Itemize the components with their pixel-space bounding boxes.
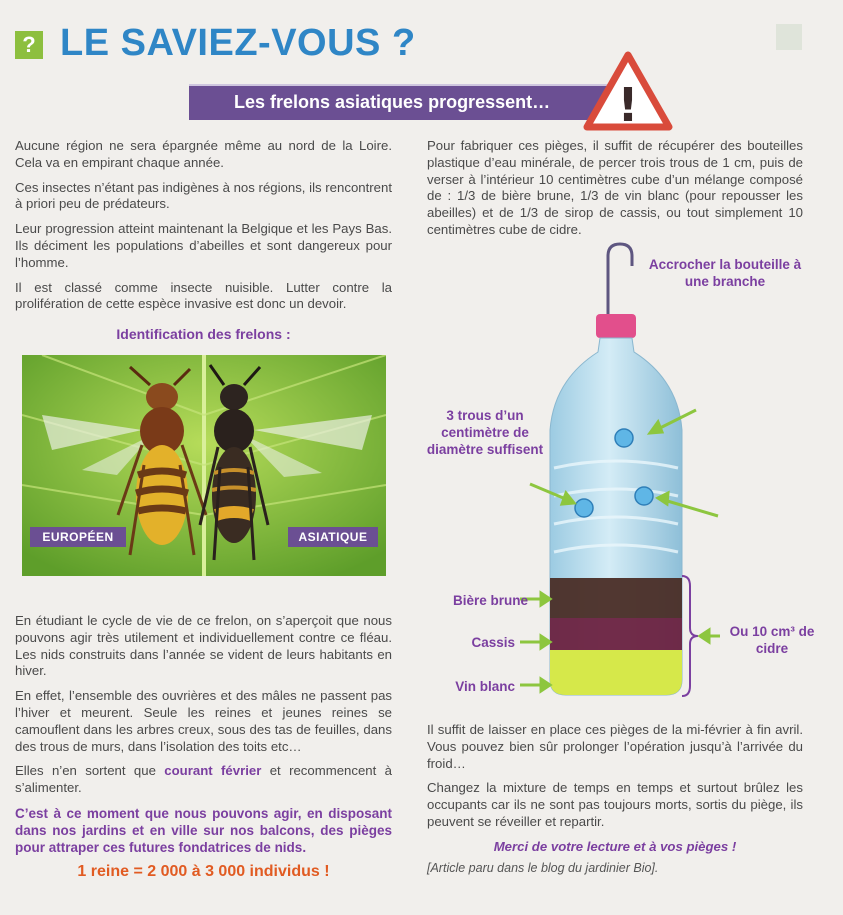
paragraph: Pour fabriquer ces pièges, il suffit de récupérer des bouteilles plastique d’eau minérale, de percer trois trous de 1 cm, puis de verser à l’intérieur 10 centimètres cube d’un mélange composé de : 1/3 de bière brune, 1/3 de vin blanc (pour repousser les abeilles) et de 1/3 de sirop de cassis, ou tout simplement 10 centimètres cube de cidre. (427, 138, 803, 237)
paragraph: Leur progression atteint maintenant la Belgique et les Pays Bas. Ils déciment les populations d’abeilles et sont dangereux pour l’homme. (15, 221, 392, 270)
queen-statistic: 1 reine = 2 000 à 3 000 individus ! (77, 862, 330, 880)
february-text-pre: Elles n’en sortent que (15, 763, 165, 779)
hole-2 (575, 499, 593, 517)
bottle-trap-diagram (510, 240, 740, 710)
wire-hook (608, 244, 632, 314)
source-citation: [Article paru dans le blog du jardinier Bio]. (427, 860, 659, 875)
hornets-photo (22, 355, 386, 576)
february-text-post: et recommencent à s’alimenter. (15, 763, 392, 796)
warning-triangle-icon (583, 51, 673, 131)
thanks-line: Merci de votre lecture et à vos pièges ! (493, 838, 737, 854)
february-paragraph (15, 763, 392, 797)
beer-label: Bière brune (452, 593, 528, 608)
banner-text: Les frelons asiatiques progressent… (234, 92, 551, 112)
label-asian: ASIATIQUE (288, 527, 378, 547)
layer-bracket (682, 576, 698, 696)
paragraph: En effet, l’ensemble des ouvrières et des mâles ne passent pas l’hiver et meurent. Seule les reines et jeunes reines se camouflent dans les arbres creux, sous des tas de feuilles, dans des trous de murs, dans l’isolation des toits etc… (15, 688, 392, 754)
subtitle-banner (189, 84, 622, 120)
identification-title: Identification des frelons : (116, 326, 291, 342)
layer-beer (550, 578, 682, 618)
bleed-through-box (776, 24, 802, 50)
paragraph: En étudiant le cycle de vie de ce frelon, on s’aperçoit que nous pouvons agir très utilement et individuellement contre ce fléau. Les nids construits dans l’année se vident de leurs habitants en hiver. (15, 613, 392, 679)
cidre-label: Ou 10 cm³ de cidre (729, 624, 815, 656)
call-to-action: C’est à ce moment que nous pouvons agir, en disposant dans nos jardins et en ville sur nos balcons, des pièges pour attraper ces futures fondatrices de nids. (15, 805, 392, 855)
right-closing-text (427, 722, 803, 876)
cidre-arrow (700, 630, 720, 642)
paragraph: Il suffit de laisser en place ces pièges de la mi-février à fin avril. Vous pouvez bien sûr prolonger l’opération jusqu’à l’arrivée du froid… (427, 722, 803, 771)
wine-label: Vin blanc (455, 679, 515, 694)
bottle-cap (596, 314, 636, 338)
page-title: LE SAVIEZ-VOUS ? (60, 22, 416, 64)
paragraph: Ces insectes n’étant pas indigènes à nos régions, ils rencontrent à priori peu de prédateurs. (15, 179, 392, 212)
warning-exclamation: ! (617, 78, 639, 131)
left-intro-text (15, 138, 392, 321)
right-intro-text (427, 138, 803, 247)
holes-label: 3 trous d’un centimètre de diamètre suffisent (426, 408, 544, 457)
label-european: EUROPÉEN (30, 527, 126, 547)
question-badge: ? (15, 31, 43, 59)
paragraph: Aucune région ne sera épargnée même au nord de la Loire. Cela va en empirant chaque année. (15, 138, 392, 170)
paragraph: Il est classé comme insecte nuisible. Lutter contre la prolifération de cette espèce invasive est donc un devoir. (15, 279, 392, 312)
left-lifecycle-text (15, 613, 392, 881)
cassis-label: Cassis (471, 635, 515, 650)
february-highlight: courant février (164, 763, 262, 779)
hang-label: Accrocher la bouteille à une branche (648, 257, 802, 289)
hole-1 (615, 429, 633, 447)
paragraph: Changez la mixture de temps en temps et surtout brûlez les occupants car ils ne sont pas toujours morts, sortis du piège, ils peuvent se réveiller et repartir. (427, 780, 803, 829)
layer-cassis (550, 618, 682, 650)
hole-3 (635, 487, 653, 505)
layer-wine (550, 650, 682, 695)
